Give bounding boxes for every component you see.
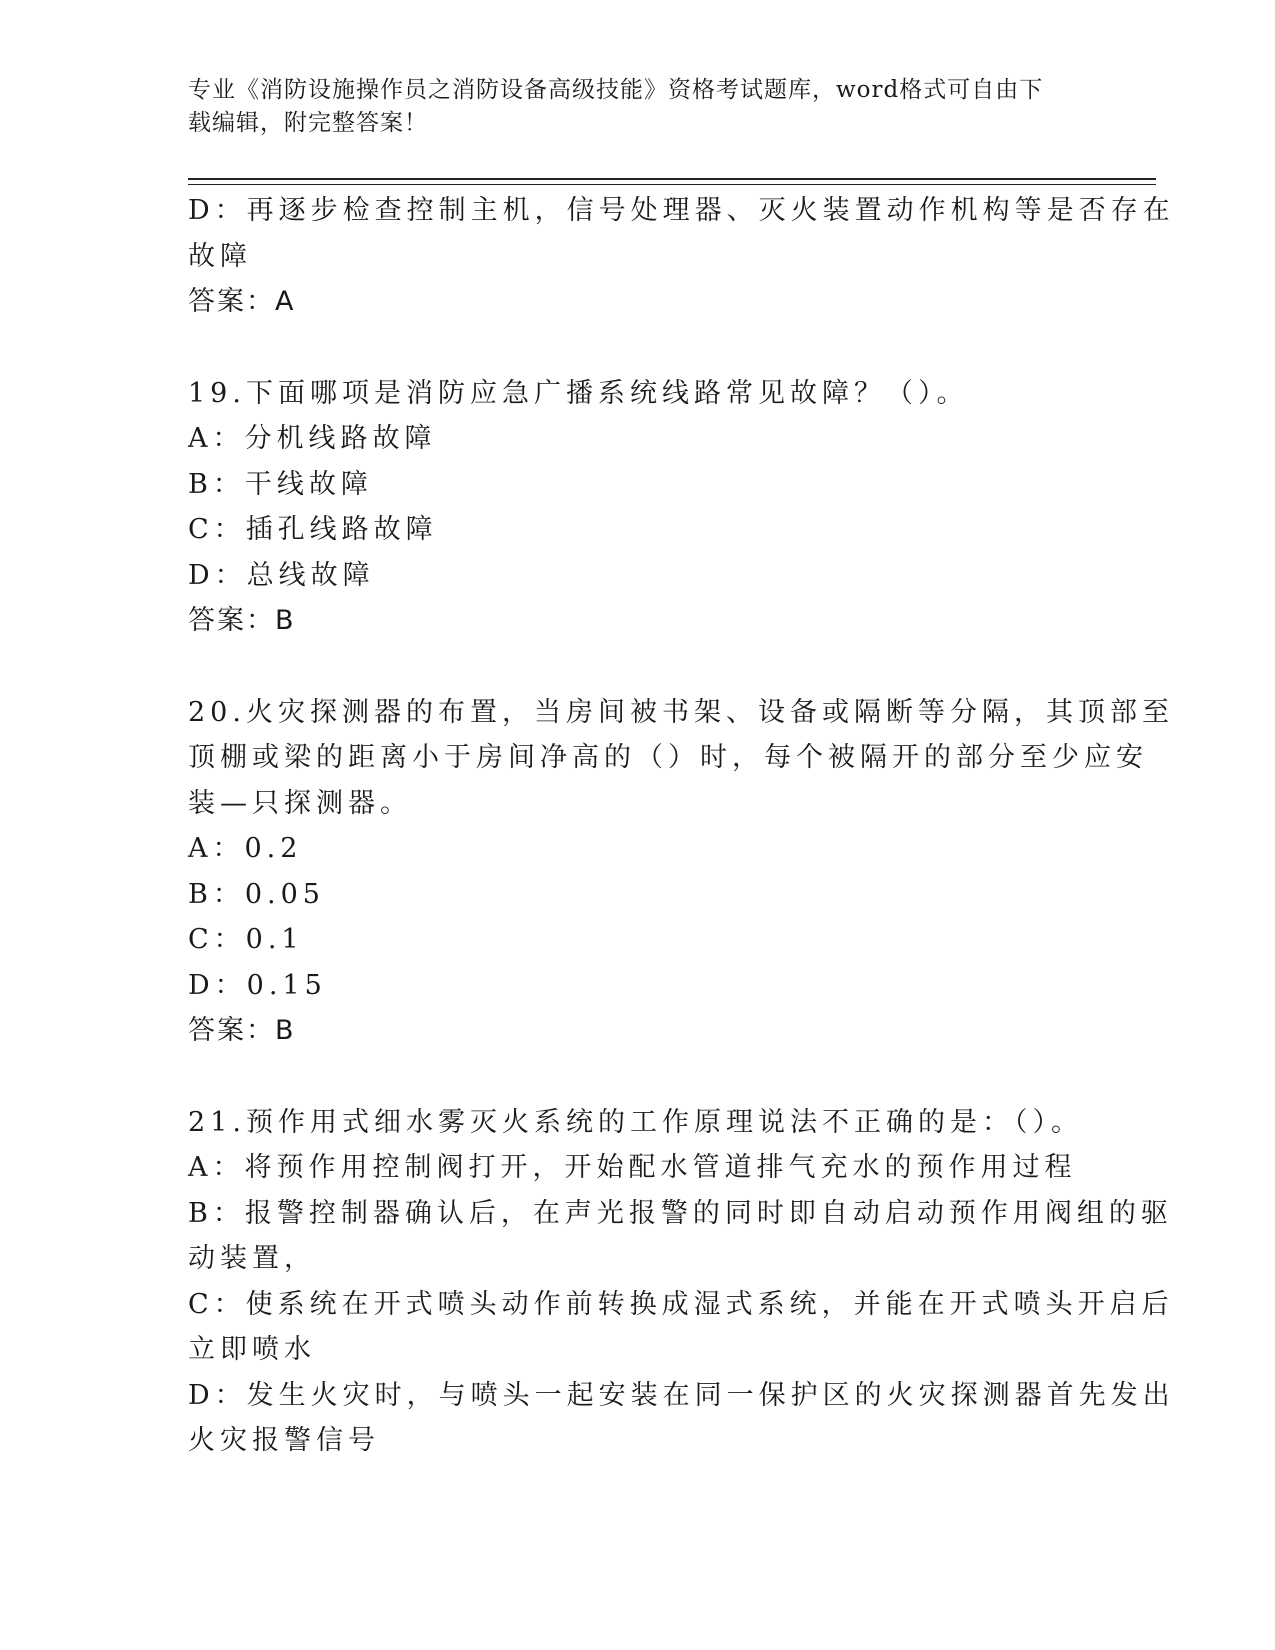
q20-option-a: A：0.2 xyxy=(188,833,303,864)
spacer xyxy=(188,1054,1068,1100)
q18-option-d-line1: D：再逐步检查控制主机，信号处理器、灭火装置动作机构等是否存在 xyxy=(188,195,1175,226)
header-line-1: 专业《消防设施操作员之消防设备高级技能》资格考试题库，word格式可自由下 xyxy=(188,77,1044,103)
q21-option-c-line2: 立即喷水 xyxy=(188,1334,316,1365)
q21-question: 21.预作用式细水雾灭火系统的工作原理说法不正确的是：（）。 xyxy=(188,1106,1083,1138)
spacer xyxy=(188,644,1068,690)
question-20 xyxy=(188,690,1174,1054)
q20-question-line3: 装—只探测器。 xyxy=(188,787,412,819)
question-content xyxy=(188,188,1175,1464)
q20-option-b: B：0.05 xyxy=(188,878,325,910)
q21-option-d-line2: 火灾报警信号 xyxy=(188,1425,380,1456)
q19-question: 19.下面哪项是消防应急广播系统线路常见故障？（）。 xyxy=(188,377,969,409)
spacer xyxy=(188,325,1068,371)
q19-option-d: D：总线故障 xyxy=(188,559,375,591)
header-divider-thick xyxy=(188,178,1156,180)
question-18-tail xyxy=(188,188,1175,325)
q19-answer: 答案：B xyxy=(188,605,296,636)
question-21 xyxy=(188,1100,1175,1464)
q21-option-b-line2: 动装置， xyxy=(188,1243,316,1274)
q20-question-line1: 20.火灾探测器的布置，当房间被书架、设备或隔断等分隔，其顶部至 xyxy=(188,696,1174,728)
q21-option-d-line1: D：发生火灾时，与喷头一起安装在同一保护区的火灾探测器首先发出 xyxy=(188,1379,1175,1411)
q21-option-a: A：将预作用控制阀打开，开始配水管道排气充水的预作用过程 xyxy=(188,1152,1077,1183)
q19-option-c: C：插孔线路故障 xyxy=(188,514,438,545)
page-header xyxy=(188,74,1068,140)
q18-answer: 答案：A xyxy=(188,286,296,317)
q20-option-d: D：0.15 xyxy=(188,969,327,1001)
q19-option-b: B：干线故障 xyxy=(188,468,373,500)
question-19 xyxy=(188,371,1068,644)
header-line-2: 载编辑，附完整答案！ xyxy=(188,110,428,136)
q21-option-b-line1: B：报警控制器确认后，在声光报警的同时即自动启动预作用阀组的驱 xyxy=(188,1197,1173,1229)
header-divider-thin xyxy=(188,184,1156,185)
q20-answer: 答案：B xyxy=(188,1015,296,1046)
q20-option-c: C：0.1 xyxy=(188,924,304,955)
q18-option-d-line2: 故障 xyxy=(188,240,252,272)
q20-question-line2: 顶棚或梁的距离小于房间净高的（）时，每个被隔开的部分至少应安 xyxy=(188,742,1148,773)
q19-option-a: A：分机线路故障 xyxy=(188,423,437,454)
q21-option-c-line1: C：使系统在开式喷头动作前转换成湿式系统，并能在开式喷头开启后 xyxy=(188,1288,1174,1320)
